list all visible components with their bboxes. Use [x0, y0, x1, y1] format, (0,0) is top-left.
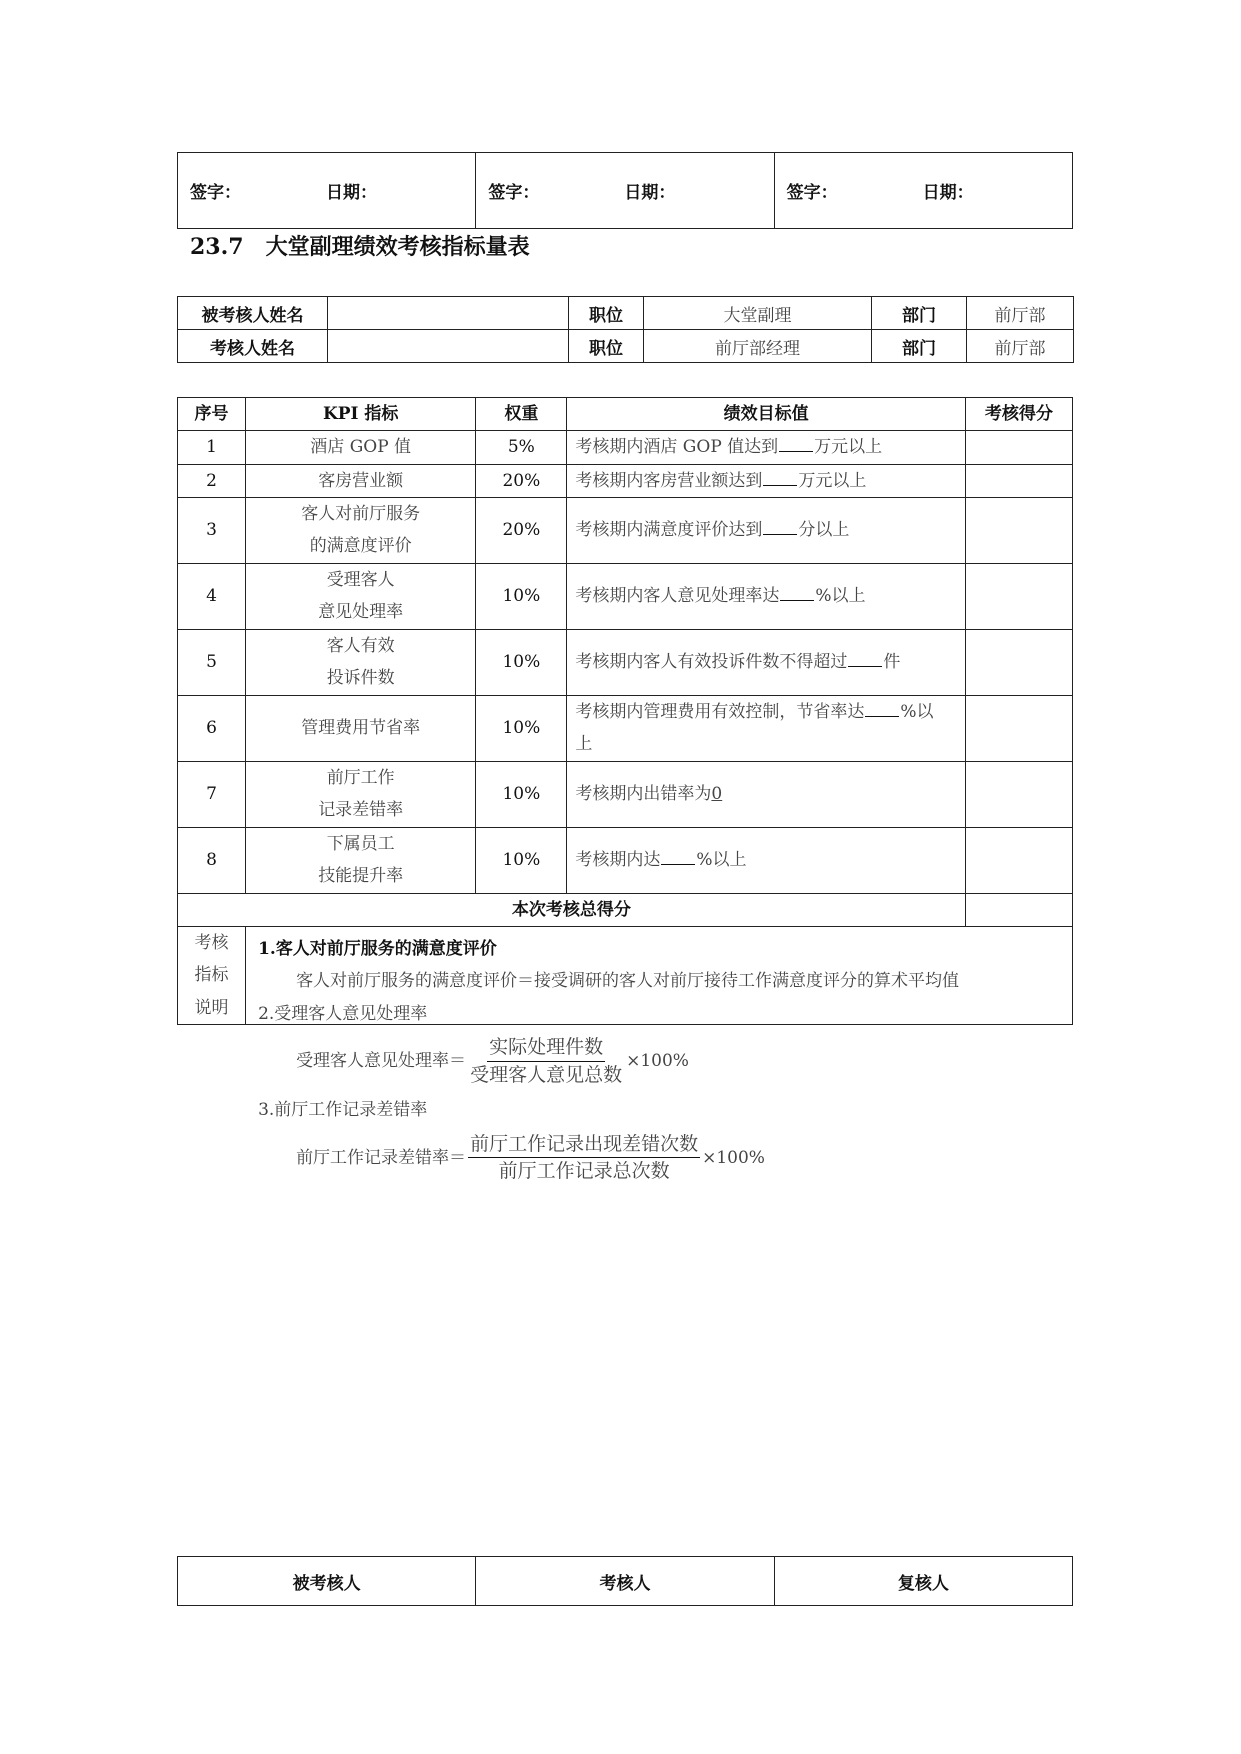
position-label: 职位 [569, 297, 644, 330]
table-row [178, 827, 1073, 893]
blank-field[interactable] [763, 470, 797, 486]
row-no: 6 [178, 695, 246, 761]
weight: 5% [476, 431, 567, 464]
table-row [178, 761, 1073, 827]
sign-label: 签字： [786, 183, 838, 203]
total-score-label: 本次考核总得分 [178, 893, 966, 926]
date-label: 日期： [624, 183, 676, 203]
score-field[interactable] [965, 497, 1072, 563]
signature-cell[interactable] [774, 153, 1072, 229]
blank-field[interactable] [661, 849, 695, 865]
weight: 20% [476, 497, 567, 563]
row-no: 8 [178, 827, 246, 893]
weight: 20% [476, 464, 567, 497]
table-row [178, 695, 1073, 761]
weight: 10% [476, 827, 567, 893]
date-label: 日期： [326, 183, 377, 203]
section-title: 23.7 大堂副理绩效考核指标量表 [190, 234, 530, 260]
examiner-label: 考核人 [476, 1557, 774, 1606]
formula: 前厅工作记录差错率＝ $\frac{\text{前厅工作记录出现差错次数}}{\text{前厅工作记录总次数}}$ ×100% [296, 1132, 765, 1183]
header-no: 序号 [178, 398, 246, 431]
blank-field[interactable] [780, 585, 814, 601]
kpi-name: 前厅工作 记录差错率 [246, 761, 476, 827]
row-no: 3 [178, 497, 246, 563]
notes-side-label: 考核 指标 说明 [178, 927, 246, 1025]
kpi-name: 客人有效 投诉件数 [246, 629, 476, 695]
examinee-name-field[interactable] [328, 297, 569, 330]
position-value: 前厅部经理 [644, 330, 872, 363]
target: 考核期内管理费用有效控制，节省率达 %以 上 [567, 695, 965, 761]
score-field[interactable] [965, 464, 1072, 497]
weight: 10% [476, 563, 567, 629]
dept-value: 前厅部 [967, 330, 1074, 363]
table-row [178, 563, 1073, 629]
header-target: 绩效目标值 [567, 398, 965, 431]
kpi-name: 酒店 GOP 值 [246, 431, 476, 464]
dept-label: 部门 [872, 297, 967, 330]
header-score: 考核得分 [965, 398, 1072, 431]
table-row [178, 629, 1073, 695]
weight: 10% [476, 695, 567, 761]
target: 考核期内满意度评价达到 分以上 [567, 497, 965, 563]
position-label: 职位 [569, 330, 644, 363]
score-field[interactable] [965, 827, 1072, 893]
examiner-name-field[interactable] [328, 330, 569, 363]
row-no: 5 [178, 629, 246, 695]
row-no: 4 [178, 563, 246, 629]
score-field[interactable] [965, 761, 1072, 827]
note-title: 2.受理客人意见处理率 [258, 1003, 428, 1024]
target: 考核期内酒店 GOP 值达到 万元以上 [567, 431, 965, 464]
blank-field[interactable] [779, 436, 813, 452]
date-label: 日期： [922, 183, 974, 203]
target: 考核期内达 %以上 [567, 827, 965, 893]
examinee-label: 被考核人 [178, 1557, 476, 1606]
target: 考核期内客人有效投诉件数不得超过 件 [567, 629, 965, 695]
note-title: 3.前厅工作记录差错率 [258, 1100, 428, 1121]
blank-field[interactable] [865, 701, 899, 717]
table-row [178, 431, 1073, 464]
target: 考核期内出错率为0 [567, 761, 965, 827]
score-field[interactable] [965, 629, 1072, 695]
total-score-field[interactable] [965, 893, 1072, 926]
sign-label: 签字： [488, 183, 540, 203]
note-title: 1.客人对前厅服务的满意度评价 [258, 939, 497, 960]
examinee-name-label: 被考核人姓名 [178, 297, 328, 330]
header-kpi: KPI 指标 [246, 398, 476, 431]
row-no: 2 [178, 464, 246, 497]
dept-label: 部门 [872, 330, 967, 363]
dept-value: 前厅部 [967, 297, 1074, 330]
table-row [178, 464, 1073, 497]
table-row [178, 497, 1073, 563]
reviewer-label: 复核人 [774, 1557, 1072, 1606]
score-field[interactable] [965, 431, 1072, 464]
signature-cell[interactable] [476, 153, 774, 229]
row-no: 7 [178, 761, 246, 827]
score-field[interactable] [965, 695, 1072, 761]
kpi-name: 客房营业额 [246, 464, 476, 497]
footer-table [177, 1556, 1073, 1606]
weight: 10% [476, 761, 567, 827]
kpi-table [177, 397, 1073, 1183]
blank-field[interactable] [763, 519, 797, 535]
kpi-name: 受理客人 意见处理率 [246, 563, 476, 629]
target: 考核期内客房营业额达到 万元以上 [567, 464, 965, 497]
blank-field[interactable] [848, 651, 882, 667]
row-no: 1 [178, 431, 246, 464]
info-table [177, 296, 1074, 363]
kpi-name: 下属员工 技能提升率 [246, 827, 476, 893]
sign-label: 签字： [190, 183, 241, 203]
kpi-name: 管理费用节省率 [246, 695, 476, 761]
score-field[interactable] [965, 563, 1072, 629]
note-text: 客人对前厅服务的满意度评价＝接受调研的客人对前厅接待工作满意度评分的算术平均值 [296, 971, 960, 992]
notes-content [246, 927, 1073, 1183]
formula: 受理客人意见处理率＝ $\frac{\text{实际处理件数}}{\text{受理客人意见总数}}$ ×100% [296, 1036, 689, 1086]
position-value: 大堂副理 [644, 297, 872, 330]
kpi-name: 客人对前厅服务 的满意度评价 [246, 497, 476, 563]
header-weight: 权重 [476, 398, 567, 431]
target: 考核期内客人意见处理率达 %以上 [567, 563, 965, 629]
signature-table [177, 152, 1073, 229]
examiner-name-label: 考核人姓名 [178, 330, 328, 363]
weight: 10% [476, 629, 567, 695]
signature-cell[interactable] [178, 153, 476, 229]
